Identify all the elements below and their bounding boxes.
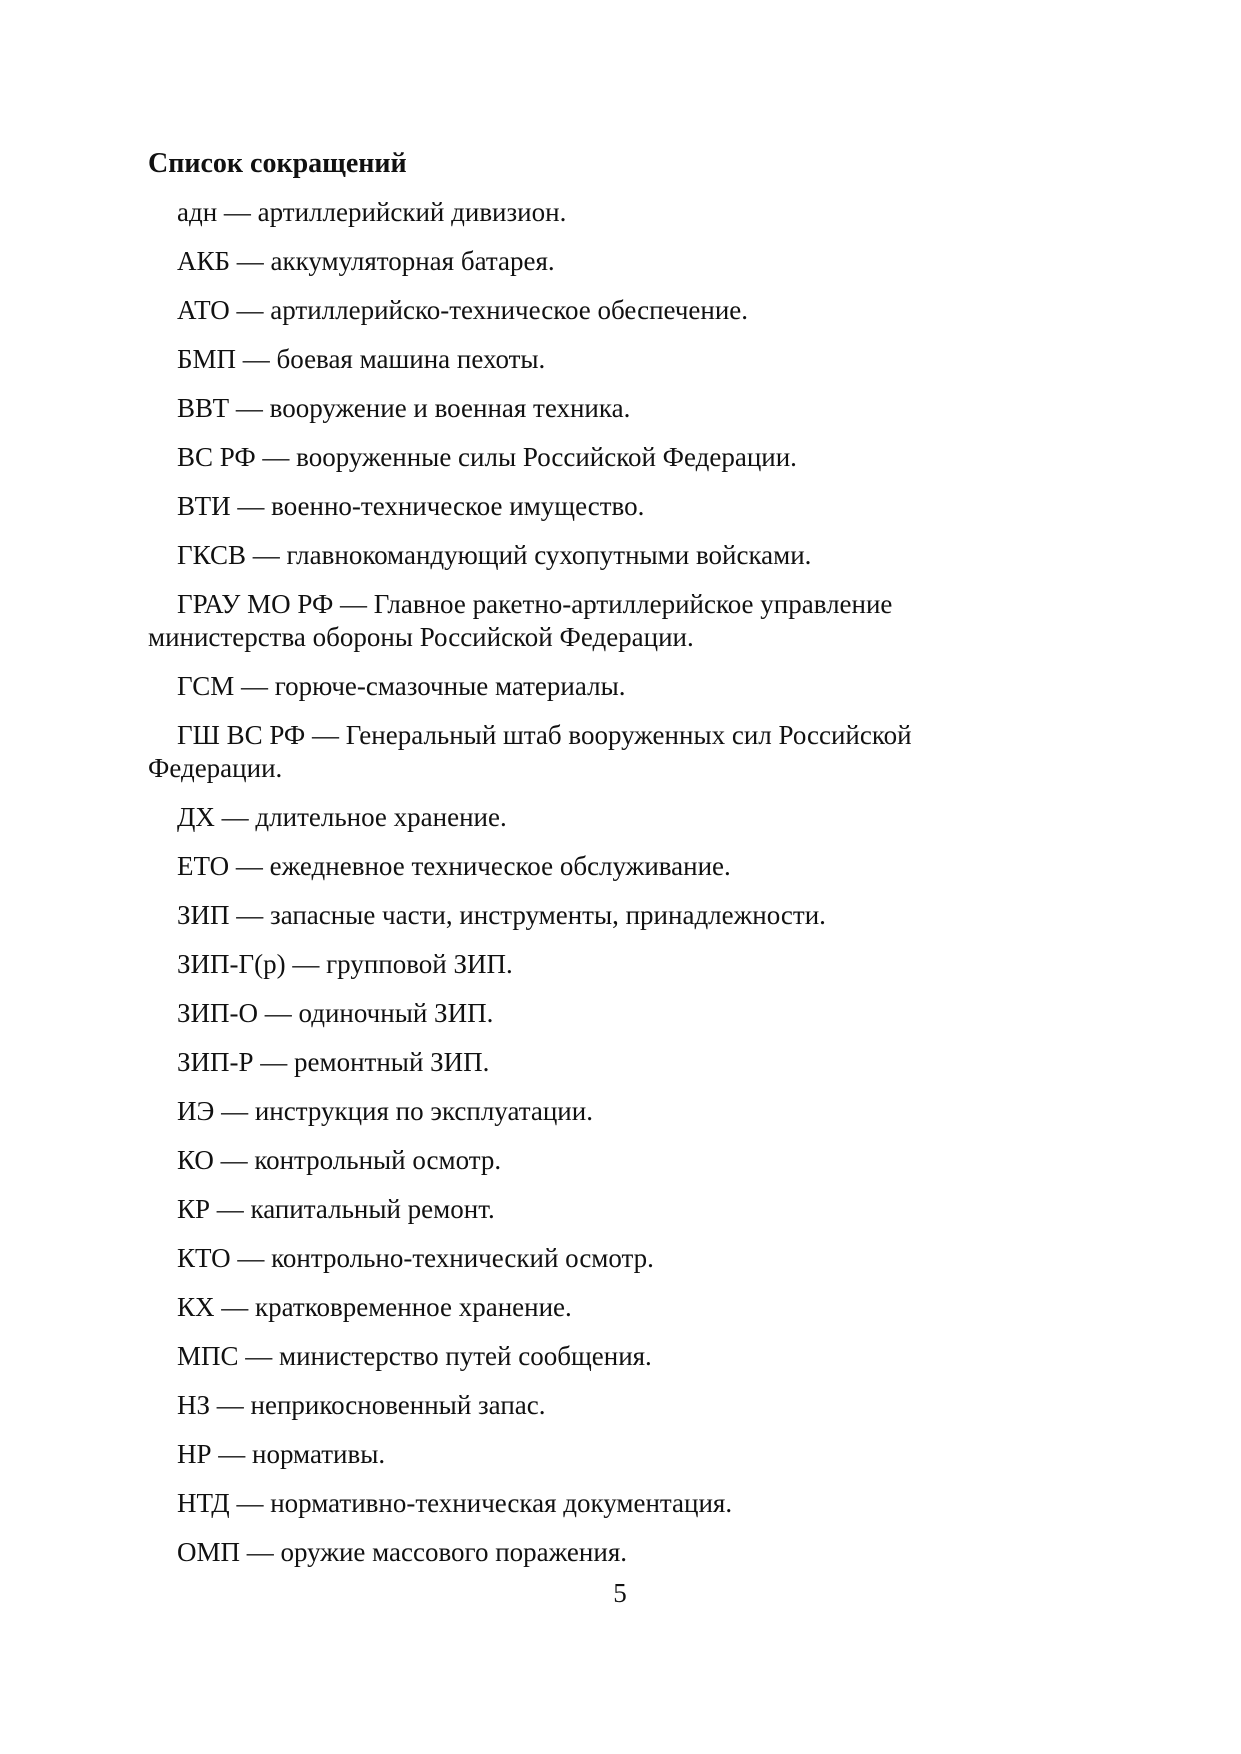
abbreviation-entry: БМП — боевая машина пехоты. [177, 344, 546, 374]
abbreviation-entry: ГКСВ — главнокомандующий сухопутными войсками. [177, 540, 812, 570]
abbreviation-entry: ЕТО — ежедневное техническое обслуживание. [177, 851, 731, 881]
abbreviation-list [148, 196, 998, 1585]
abbreviation-entry: НР — нормативы. [177, 1439, 386, 1469]
page-title: Список сокращений [148, 148, 407, 179]
abbreviation-entry: НЗ — неприкосновенный запас. [177, 1390, 546, 1420]
abbreviation-entry: ГШ ВС РФ — Генеральный штаб вооруженных сил Российской Федерации. [148, 720, 912, 783]
abbreviation-entry: ВС РФ — вооруженные силы Российской Федерации. [177, 442, 797, 472]
abbreviation-entry: КР — капитальный ремонт. [177, 1194, 495, 1224]
abbreviation-entry: ИЭ — инструкция по эксплуатации. [177, 1096, 593, 1126]
abbreviation-entry: ЗИП-Г(р) — групповой ЗИП. [177, 949, 513, 979]
abbreviation-entry: ЗИП — запасные части, инструменты, принадлежности. [177, 900, 826, 930]
abbreviation-entry: ДХ — длительное хранение. [177, 802, 507, 832]
abbreviation-entry: АТО — артиллерийско-техническое обеспечение. [177, 295, 749, 325]
abbreviation-entry: КО — контрольный осмотр. [177, 1145, 502, 1175]
abbreviation-entry: ЗИП-О — одиночный ЗИП. [177, 998, 494, 1028]
abbreviation-entry: адн — артиллерийский дивизион. [177, 197, 567, 227]
abbreviation-entry: ОМП — оружие массового поражения. [177, 1537, 627, 1567]
abbreviation-entry: КХ — кратковременное хранение. [177, 1292, 572, 1322]
abbreviation-entry: КТО — контрольно-технический осмотр. [177, 1243, 654, 1273]
abbreviation-entry: ГРАУ МО РФ — Главное ракетно-артиллерийское управление министерства обороны Российской Федерации. [148, 589, 893, 652]
abbreviation-entry: НТД — нормативно-техническая документация. [177, 1488, 733, 1518]
abbreviation-entry: ВТИ — военно-техническое имущество. [177, 491, 645, 521]
abbreviation-entry: АКБ — аккумуляторная батарея. [177, 246, 555, 276]
abbreviation-entry: МПС — министерство путей сообщения. [177, 1341, 652, 1371]
abbreviation-entry: ВВТ — вооружение и военная техника. [177, 393, 631, 423]
page-number: 5 [613, 1578, 627, 1608]
abbreviation-entry: ЗИП-Р — ремонтный ЗИП. [177, 1047, 490, 1077]
abbreviation-entry: ГСМ — горюче-смазочные материалы. [177, 671, 626, 701]
